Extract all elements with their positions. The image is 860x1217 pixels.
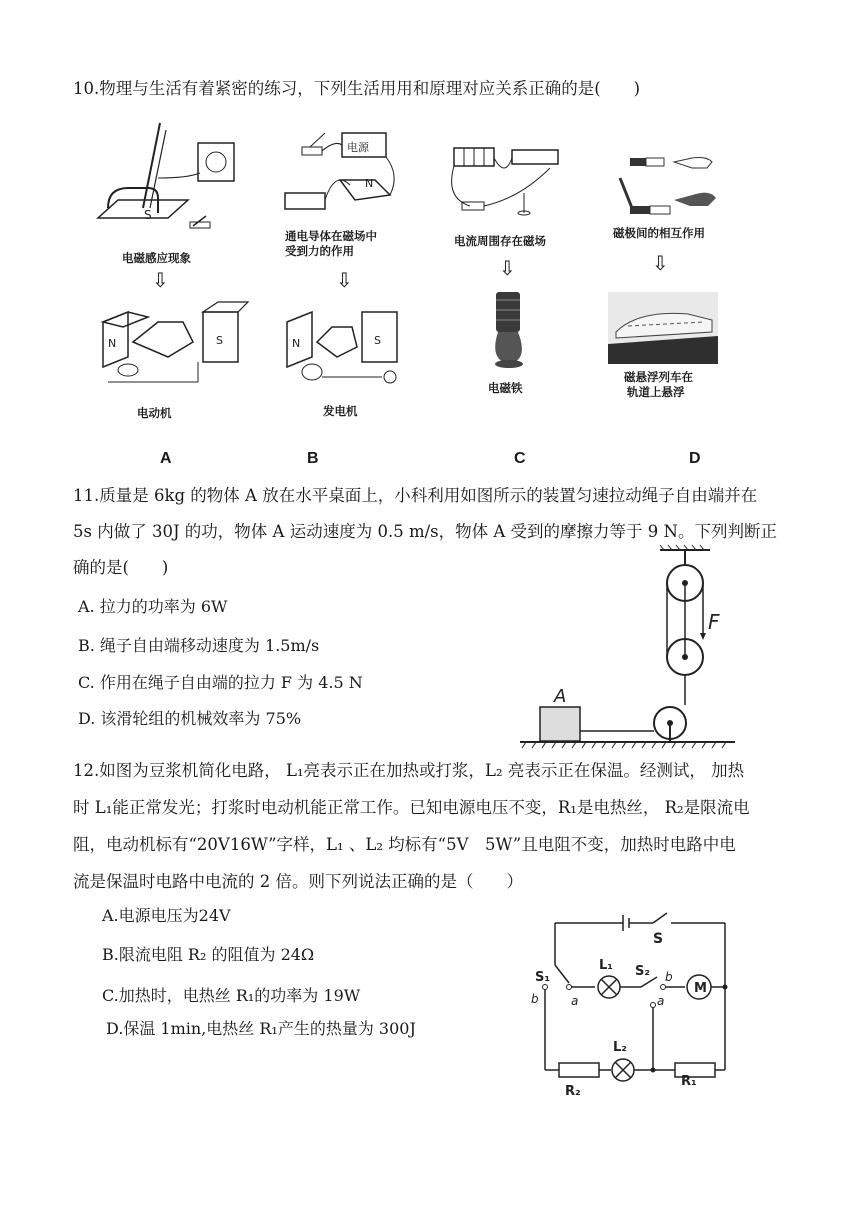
q10-b-bottom-figure — [282, 302, 412, 402]
q12-option-d: D.保温 1min,电热丝 R₁产生的热量为 300J — [106, 1019, 416, 1038]
q12-switch-s2: S₂ — [635, 964, 651, 979]
q12-r1: R₁ — [681, 1074, 697, 1089]
q10-b-top-caption-2: 受到力的作用 — [285, 244, 354, 258]
q12-circuit-figure — [525, 905, 745, 1100]
q10-b-top-n: N — [365, 177, 374, 190]
q10-b-top-figure — [280, 125, 430, 230]
q10-a-magnet-s: S — [216, 334, 223, 347]
q11-force-label: F — [708, 610, 720, 634]
q12-motor: M — [694, 981, 707, 996]
q12-contact-a-right: a — [657, 994, 665, 1008]
q10-option-d-letter: D — [689, 450, 701, 467]
q12-stem-line-3: 阻，电动机标有“20V16W”字样，L₁ 、L₂ 均标有“5V 5W”且电阻不变，加热时电路中电 — [73, 835, 736, 854]
q10-c-top-caption: 电流周围存在磁场 — [454, 234, 546, 248]
q12-contact-b-right: b — [665, 970, 673, 984]
q12-stem-line-1: 12.如图为豆浆机简化电路， L₁亮表示正在加热或打浆，L₂ 亮表示正在保温。经测试， 加热 — [73, 761, 745, 780]
q10-a-magnet-n: N — [108, 337, 117, 350]
q10-c-bottom-figure — [484, 290, 534, 370]
q11-option-a: A. 拉力的功率为 6W — [78, 597, 228, 616]
q12-lamp-l2: L₂ — [613, 1040, 627, 1055]
q10-a-arrow: ⇩ — [152, 268, 169, 292]
q12-option-c: C.加热时，电热丝 R₁的功率为 19W — [102, 986, 361, 1005]
q10-b-magnet-s: S — [374, 334, 381, 347]
q12-switch-s1: S₁ — [535, 970, 551, 985]
q10-option-a-letter: A — [160, 450, 172, 467]
q10-c-bottom-caption: 电磁铁 — [488, 381, 523, 395]
q11-option-c: C. 作用在绳子自由端的拉力 F 为 4.5 N — [78, 673, 363, 692]
q10-b-arrow: ⇩ — [336, 268, 353, 292]
q12-option-b: B.限流电阻 R₂ 的阻值为 24Ω — [102, 945, 315, 964]
q10-c-arrow: ⇩ — [499, 256, 516, 280]
q12-contact-b-left: b — [531, 992, 539, 1006]
q11-block-label: A — [554, 686, 567, 707]
q10-a-top-caption: 电磁感应现象 — [122, 251, 191, 265]
q10-b-magnet-n: N — [292, 337, 301, 350]
q10-a-bottom-figure — [98, 302, 248, 392]
q11-stem-line-2: 5s 内做了 30J 的功，物体 A 运动速度为 0.5 m/s，物体 A 受到的摩擦力等于 9 N。下列判断正 — [73, 522, 777, 541]
q11-pulley-figure — [520, 545, 740, 750]
q11-option-d: D. 该滑轮组的机械效率为 75% — [78, 709, 302, 728]
q11-stem-line-3: 确的是( ) — [73, 558, 169, 577]
q10-d-top-figure — [612, 118, 722, 223]
q10-d-arrow: ⇩ — [652, 251, 669, 275]
q12-lamp-l1: L₁ — [599, 958, 613, 973]
q10-d-top-caption: 磁极间的相互作用 — [613, 226, 705, 240]
q11-stem-line-1: 11.质量是 6kg 的物体 A 放在水平桌面上，小科利用如图所示的装置匀速拉动绳子自由端并在 — [73, 486, 758, 505]
q12-contact-a-left: a — [571, 994, 579, 1008]
q12-option-a: A.电源电压为24V — [102, 906, 231, 925]
q10-a-top-figure — [88, 118, 248, 248]
q10-d-bottom-caption-1: 磁悬浮列车在 — [624, 370, 693, 384]
q11-option-b: B. 绳子自由端移动速度为 1.5m/s — [78, 636, 320, 655]
q10-b-power-label: 电源 — [347, 141, 369, 154]
q10-option-b-letter: B — [307, 450, 319, 467]
q12-stem-line-2: 时 L₁能正常发光；打浆时电动机能正常工作。已知电源电压不变，R₁是电热丝， R₂是限流电 — [73, 798, 750, 817]
q10-b-bottom-caption: 发电机 — [323, 404, 358, 418]
q10-b-top-caption-1: 通电导体在磁场中 — [285, 229, 377, 243]
q12-r2: R₂ — [565, 1084, 581, 1099]
svg-text:S: S — [144, 208, 152, 222]
q12-switch-s: S — [653, 931, 664, 947]
q10-c-top-figure — [450, 138, 570, 228]
q10-d-bottom-figure — [608, 292, 718, 364]
q12-stem-line-4: 流是保温时电路中电流的 2 倍。则下列说法正确的是（ ） — [73, 872, 523, 891]
q10-stem: 10.物理与生活有着紧密的练习，下列生活用用和原理对应关系正确的是( ) — [73, 79, 641, 98]
q10-a-bottom-caption: 电动机 — [137, 406, 172, 420]
q10-option-c-letter: C — [514, 450, 526, 467]
q10-d-bottom-caption-2: 轨道上悬浮 — [627, 385, 685, 399]
